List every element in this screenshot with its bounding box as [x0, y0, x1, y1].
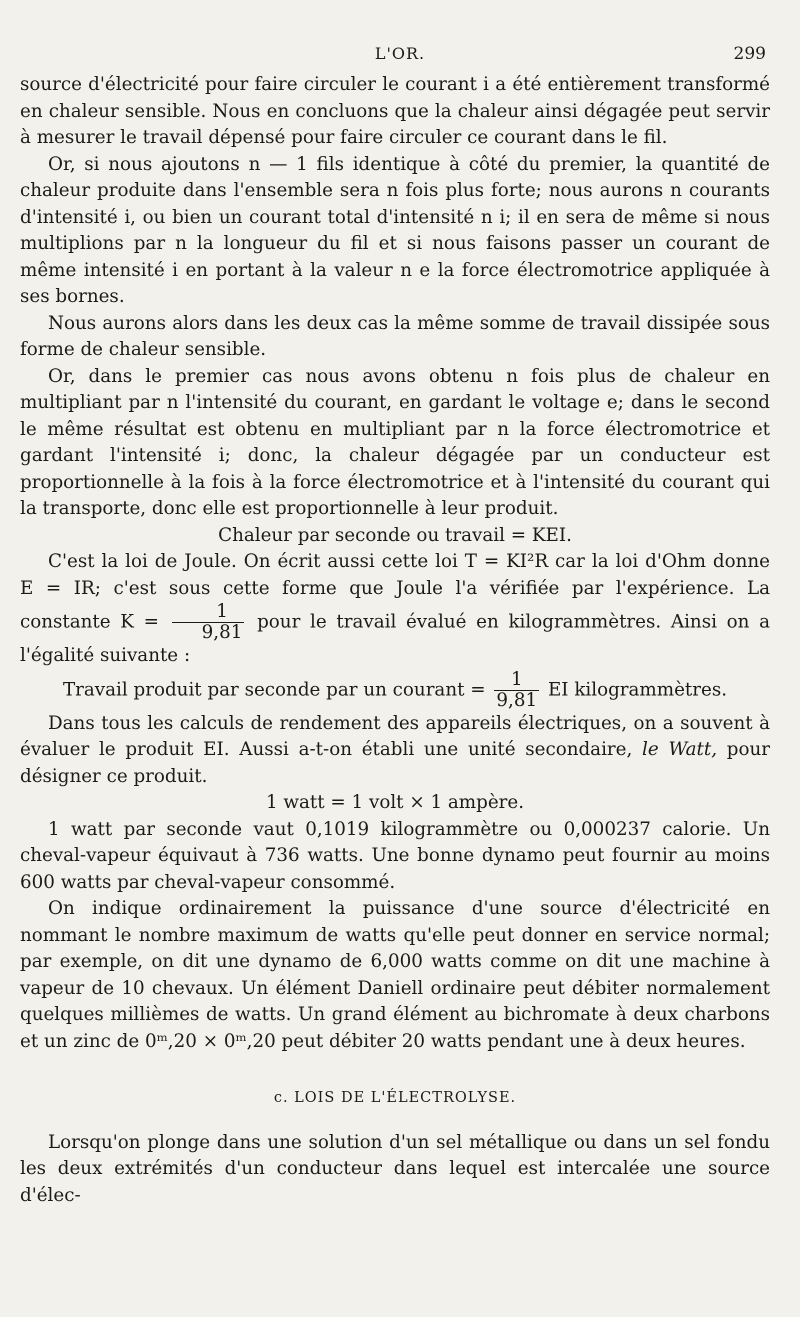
paragraph: Or, dans le premier cas nous avons obtenu n fois plus de chaleur en multipliant par n l'intensité du courant, en gardant le voltage e; dans le second le même résultat est obtenu en multipliant par n la force électromotrice et gardant l'intensité i; donc, la chaleur dégagée par un conducteur est proportionnelle à la fois à la force électromotrice et à l'intensité du courant qui la transporte, donc elle est proportionnelle à leur produit. — [20, 365, 770, 519]
page-number: 299 — [733, 44, 766, 64]
paragraph: Or, si nous ajoutons n — 1 fils identique à côté du premier, la quantité de chaleur produite dans l'ensemble sera n fois plus forte; nous aurons n courants d'intensité i, ou bien un courant total d'intensité n i; il en sera de même si nous multiplions par n la longueur du fil et si nous faisons passer un courant de même intensité i en portant à la valeur n e la force électromotrice appliquée à ses bornes. — [20, 153, 770, 307]
paragraph: source d'électricité pour faire circuler le courant i a été entièrement transformé en chaleur sensible. Nous en concluons que la chaleur ainsi dégagée peut servir à mesurer le travail dépensé pour faire circuler ce courant dans le fil. — [20, 74, 770, 148]
formula-text: EI kilogrammètres. — [547, 679, 728, 700]
paragraph-text: pour désigner ce produit. — [20, 739, 771, 787]
paragraph: Nous aurons alors dans les deux cas la même somme de travail dissipée sous forme de chaleur sensible. — [20, 312, 770, 360]
formula-heat: Chaleur par seconde ou travail = KEI. — [218, 524, 572, 546]
paragraph-text: C'est la loi de Joule. On écrit aussi cette loi T = KI²R car la loi d'Ohm donne E = IR; c'est sous cette forme que Joule l'a vérifiée par l'expérience. La constante K = — [20, 551, 770, 633]
paragraph-watt — [20, 711, 770, 791]
fraction — [172, 602, 245, 643]
fraction-denominator: 9,81 — [496, 689, 538, 711]
paragraph: On indique ordinairement la puissance d'une source d'électricité en nommant le nombre maximum de watts qu'elle peut donner en service normal; par exemple, on dit une dynamo de 6,000 watts comme on dit une machine à vapeur de 10 chevaux. Un élément Daniell ordinaire peut débiter normalement quelques millièmes de watts. Un grand élément au bichromate à deux charbons et un zinc de 0ᵐ,20 × 0ᵐ,20 peut débiter 20 watts pendant une à deux heures. — [20, 898, 770, 1052]
body-text — [20, 72, 770, 1209]
paragraph-joule-law — [20, 549, 770, 670]
formula-work — [20, 670, 770, 711]
formula-text: Travail produit par seconde par un courant = — [62, 679, 486, 700]
paragraph-text: pour le travail évalué en kilogrammètres. Ainsi on a l'égalité suivante : — [20, 611, 771, 666]
formula-watt: 1 watt = 1 volt × 1 ampère. — [265, 792, 525, 813]
italic-term: le Watt, — [642, 739, 718, 760]
page-header — [0, 44, 800, 74]
section-title: c. LOIS DE L'ÉLECTROLYSE. — [273, 1090, 517, 1106]
fraction-numerator: 1 — [494, 670, 539, 691]
paragraph: Lorsqu'on plonge dans une solution d'un sel métallique ou dans un sel fondu les deux extrémités d'un conducteur dans lequel est intercalée une source d'élec- — [20, 1131, 770, 1206]
fraction-denominator: 9,81 — [201, 622, 243, 643]
paragraph-text: Dans tous les calculs de rendement des appareils électriques, on a souvent à évaluer le produit EI. Aussi a-t-on établi une unité secondaire, — [20, 712, 770, 760]
fraction-numerator: 1 — [172, 602, 245, 623]
fraction — [494, 670, 539, 711]
paragraph: 1 watt par seconde vaut 0,1019 kilogrammètre ou 0,000237 calorie. Un cheval-vapeur équivaut à 736 watts. Une bonne dynamo peut fournir au moins 600 watts par cheval-vapeur consommé. — [20, 818, 770, 893]
running-head: L'OR. — [374, 44, 426, 63]
